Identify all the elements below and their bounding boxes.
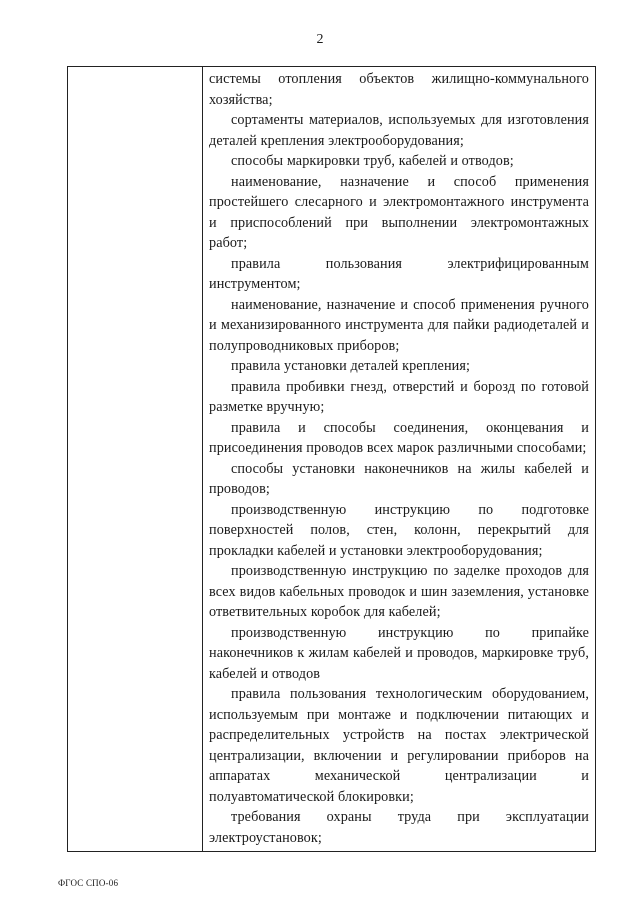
list-item: производственную инструкцию по припайке наконечников к жилам кабелей и проводов, маркировке труб, кабелей и отводов <box>209 624 589 682</box>
list-item: системы отопления объектов жилищно-коммунального хозяйства; <box>209 71 589 108</box>
list-item: способы установки наконечников на жилы кабелей и проводов; <box>209 460 589 497</box>
list-item: требования охраны труда при эксплуатации электроустановок; <box>209 809 589 846</box>
list-item: производственную инструкцию по заделке проходов для всех видов кабельных проводок и шин заземления, установке ответвительных коробок для кабелей; <box>209 563 589 620</box>
list-item: правила и способы соединения, оконцевания и присоединения проводов всех марок различными способами; <box>209 419 589 456</box>
standards-table <box>67 66 596 852</box>
list-item: правила пробивки гнезд, отверстий и борозд по готовой разметке вручную; <box>209 378 589 415</box>
list-item: наименование, назначение и способ применения простейшего слесарного и электромонтажного инструмента и приспособлений при выполнении электромонтажных работ; <box>209 173 589 251</box>
table-left-cell <box>68 67 203 851</box>
list-item: правила пользования технологическим оборудованием, используемым при монтаже и подключении питающих и распределительных устройств на постах электрической централизации, включении и регулировании приборов на аппаратах механической централизации и полуавтоматической блокировки; <box>209 686 589 805</box>
table-right-cell <box>203 67 595 851</box>
footer-doc-code: ФГОС СПО-06 <box>58 878 119 888</box>
list-item: наименование, назначение и способ применения ручного и механизированного инструмента для пайки радиодеталей и полупроводниковых приборов; <box>209 296 589 354</box>
list-item: сортаменты материалов, используемых для изготовления деталей крепления электрооборудования; <box>209 112 589 149</box>
list-item: производственную инструкцию по подготовке поверхностей полов, стен, колонн, перекрытий для прокладки кабелей и установки электрооборудования; <box>209 501 589 559</box>
page-number: 2 <box>316 32 324 47</box>
list-item: правила установки деталей крепления; <box>231 358 471 374</box>
list-item: правила пользования электрифицированным инструментом; <box>209 255 589 292</box>
list-item: способы маркировки труб, кабелей и отводов; <box>231 153 514 169</box>
